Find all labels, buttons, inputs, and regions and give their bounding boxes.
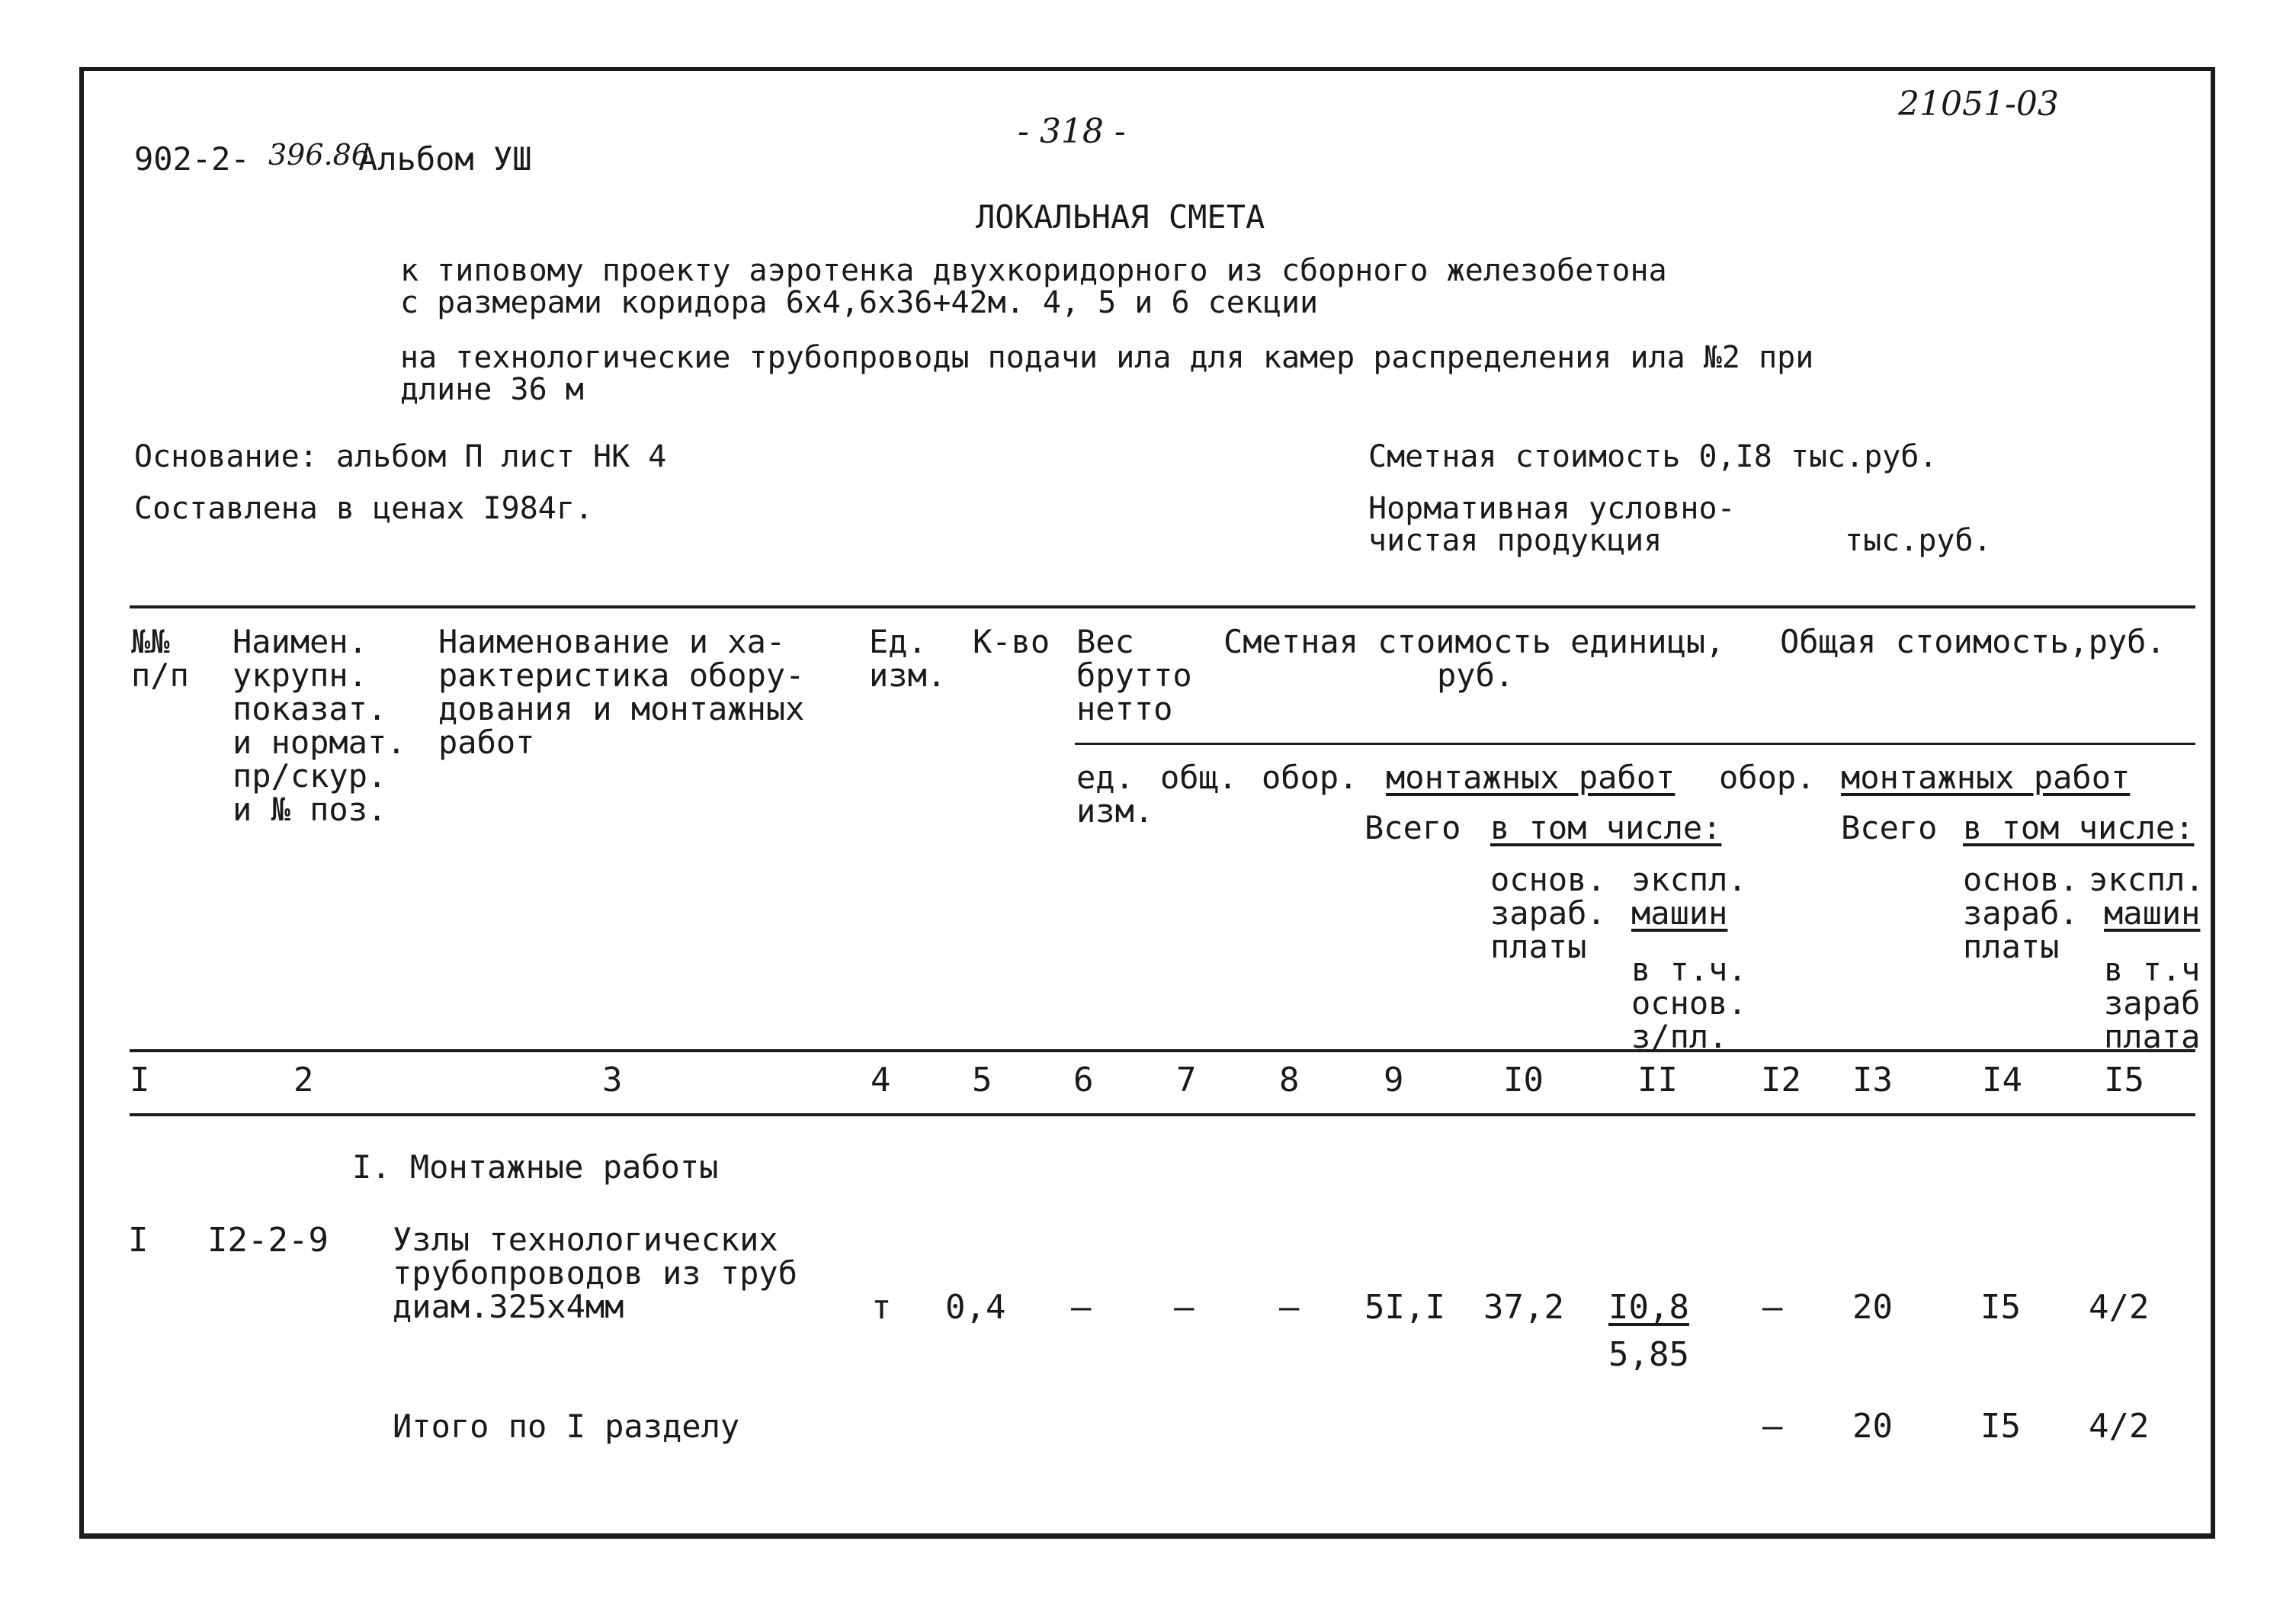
column-number: 4 (871, 1061, 891, 1100)
row-name: Узлы технологических трубопроводов из труб диам.325х4мм (393, 1221, 798, 1325)
header-col-5: К-во (973, 623, 1050, 660)
column-number: 3 (602, 1061, 623, 1100)
estimated-cost: Сметная стоимость 0,I8 тыс.руб. (1368, 439, 1938, 474)
header-including-base-salary: в т.ч. основ. з/пл. (1631, 951, 1747, 1055)
header-mid-rule (1075, 743, 2195, 745)
header-unit-of-measure: ед. изм. (1076, 759, 1154, 830)
header-col-1: №№ п/п (131, 623, 189, 694)
row-install-total: 20 (1852, 1288, 1893, 1327)
header-unit-cost: Сметная стоимость единицы, (1223, 623, 1725, 660)
header-base-salary: основ. зараб. платы (1490, 861, 1606, 965)
column-number: II (1637, 1061, 1678, 1100)
album-label: Альбом УШ (358, 140, 532, 178)
column-number: 6 (1073, 1061, 1094, 1100)
column-number: I3 (1852, 1061, 1893, 1100)
header-including-total: в том числе: (1963, 809, 2195, 846)
section-total-machine: 4/2 (2089, 1407, 2150, 1446)
title-line-2: с размерами коридора 6х4,6х36+42м. 4, 5 и 6 секции (400, 285, 1319, 320)
header-col-3: Наименование и ха- рактеристика обору- дования и монтажных работ (438, 623, 805, 761)
header-machines-total: машин (2104, 894, 2201, 932)
row-base-salary: 37,2 (1483, 1288, 1564, 1327)
row-number: I (128, 1221, 149, 1260)
header-equipment-total: обор. (1719, 759, 1816, 796)
header-col-2: Наимен. укрупн. показат. и нормат. пр/скур. и № поз. (232, 623, 406, 828)
header-including: в том числе: (1490, 809, 1722, 846)
header-including-salary-total: в т.ч зараб плата (2104, 951, 2201, 1055)
row-weight-unit: – (1071, 1288, 1092, 1327)
title-line-3: на технологические трубопроводы подачи ила для камер распределения ила №2 при (400, 340, 1814, 375)
row-machine-salary: 5,85 (1608, 1335, 1689, 1374)
header-machine-use-total: экспл. (2089, 861, 2205, 898)
normative-product-line-1: Нормативная условно- (1368, 491, 1736, 526)
header-installation-work-total: монтажных работ (1841, 759, 2131, 796)
title-line-4: длине 36 м (400, 372, 584, 407)
prices-line: Составлена в ценах I984г. (134, 491, 594, 526)
header-all: Всего (1364, 809, 1461, 846)
section-total-install: 20 (1852, 1407, 1893, 1446)
column-number: I2 (1761, 1061, 1801, 1100)
column-number: I4 (1982, 1061, 2022, 1100)
column-number: 9 (1384, 1061, 1404, 1100)
column-number: I0 (1503, 1061, 1544, 1100)
project-number-handwritten: 396.86 (268, 138, 370, 172)
section-total-label: Итого по I разделу (393, 1408, 740, 1445)
header-installation-work: монтажных работ (1386, 759, 1676, 796)
row-equipment-unit: – (1279, 1288, 1300, 1327)
header-total-weight: общ. (1160, 759, 1238, 796)
column-number: I (130, 1061, 150, 1100)
section-total-base-salary: I5 (1980, 1407, 2021, 1446)
row-quantity: 0,4 (945, 1288, 1006, 1327)
row-unit: т (871, 1288, 892, 1327)
header-col-4: Ед. изм. (869, 623, 947, 694)
row-machine-use: I0,8 (1608, 1288, 1689, 1327)
section-title: I. Монтажные работы (352, 1148, 719, 1186)
column-number: 7 (1176, 1061, 1197, 1100)
row-install-all: 5I,I (1364, 1288, 1445, 1327)
column-number: 5 (972, 1061, 992, 1100)
header-machine-use: экспл. (1631, 861, 1747, 898)
doc-code: 21051-03 (1898, 85, 2059, 124)
header-col-6: Вес брутто нетто (1076, 623, 1192, 727)
project-prefix: 902-2- (134, 140, 250, 178)
estimate-title: ЛОКАЛЬНАЯ СМЕТА (976, 198, 1265, 236)
col-numbers-bottom-rule (130, 1113, 2195, 1116)
header-base-salary-total: основ. зараб. платы (1963, 861, 2079, 965)
normative-product-line-2: чистая продукция (1368, 523, 1663, 558)
header-equipment: обор. (1262, 759, 1358, 796)
normative-product-unit: тыс.руб. (1845, 523, 1992, 558)
column-number: 8 (1279, 1061, 1300, 1100)
row-equipment-total: – (1762, 1288, 1783, 1327)
row-norm: I2-2-9 (207, 1221, 329, 1260)
header-machines: машин (1631, 894, 1728, 932)
basis-line: Основание: альбом П лист НК 4 (134, 439, 667, 474)
title-line-1: к типовому проекту аэротенка двухкоридорного из сборного железобетона (400, 253, 1667, 288)
header-all-total: Всего (1841, 809, 1938, 846)
header-unit-cost-rub: руб. (1437, 657, 1515, 694)
row-base-salary-total: I5 (1980, 1288, 2021, 1327)
page-number: - 318 - (1018, 112, 1126, 151)
table-top-rule (130, 605, 2195, 608)
header-bottom-rule (130, 1049, 2195, 1052)
row-weight-total: – (1174, 1288, 1194, 1327)
header-total-cost: Общая стоимость,руб. (1780, 623, 2166, 660)
section-total-equipment: – (1762, 1407, 1783, 1446)
row-machine-total: 4/2 (2089, 1288, 2150, 1327)
column-number: I5 (2104, 1061, 2144, 1100)
column-number: 2 (293, 1061, 314, 1100)
